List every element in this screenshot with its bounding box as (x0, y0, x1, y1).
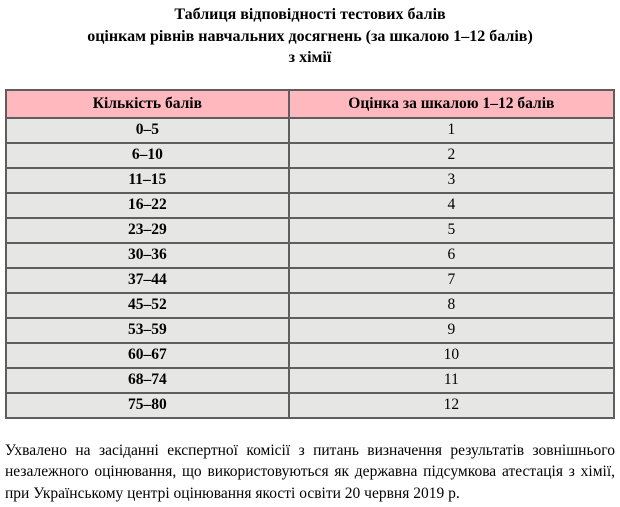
score-range-cell: 45–52 (6, 293, 289, 318)
grade-cell: 6 (289, 243, 614, 268)
grade-cell: 2 (289, 143, 614, 168)
document-title (0, 0, 620, 69)
title-line-3: з хімії (288, 49, 332, 66)
column-header-grade-scale: Оцінка за шкалою 1–12 балів (289, 90, 614, 118)
table-row (6, 393, 614, 418)
table-row (6, 368, 614, 393)
table-row (6, 168, 614, 193)
score-range-cell: 6–10 (6, 143, 289, 168)
grade-cell: 9 (289, 318, 614, 343)
title-line-1: Таблиця відповідності тестових балів (174, 6, 446, 23)
grade-cell: 11 (289, 368, 614, 393)
approval-note: Ухвалено на засіданні експертної комісії з питань визначення результатів зовнішнього незалежного оцінювання, що використовуються як державна підсумкова атестація з хімії, при Українському центрі оцінювання якості освіти 20 червня 2019 р. (5, 441, 615, 502)
score-range-cell: 11–15 (6, 168, 289, 193)
grade-cell: 3 (289, 168, 614, 193)
grade-cell: 8 (289, 293, 614, 318)
score-range-cell: 23–29 (6, 218, 289, 243)
score-range-cell: 0–5 (6, 118, 289, 143)
grade-cell: 5 (289, 218, 614, 243)
score-range-cell: 37–44 (6, 268, 289, 293)
score-range-cell: 60–67 (6, 343, 289, 368)
score-range-cell: 68–74 (6, 368, 289, 393)
title-line-2: оцінкам рівнів навчальних досягнень (за шкалою 1–12 балів) (87, 27, 533, 45)
table-row (6, 193, 614, 218)
table-body (6, 118, 614, 418)
score-range-cell: 75–80 (6, 393, 289, 418)
grade-cell: 1 (289, 118, 614, 143)
table-row (6, 268, 614, 293)
score-range-cell: 30–36 (6, 243, 289, 268)
grade-cell: 4 (289, 193, 614, 218)
table-row (6, 318, 614, 343)
table-header-row (6, 90, 614, 118)
score-conversion-table (5, 89, 615, 419)
grade-cell: 10 (289, 343, 614, 368)
table-row (6, 143, 614, 168)
table-row (6, 218, 614, 243)
table-row (6, 343, 614, 368)
grade-cell: 12 (289, 393, 614, 418)
column-header-score-count: Кількість балів (6, 90, 289, 118)
table-row (6, 243, 614, 268)
score-range-cell: 53–59 (6, 318, 289, 343)
table-row (6, 293, 614, 318)
grade-cell: 7 (289, 268, 614, 293)
table-row (6, 118, 614, 143)
score-range-cell: 16–22 (6, 193, 289, 218)
